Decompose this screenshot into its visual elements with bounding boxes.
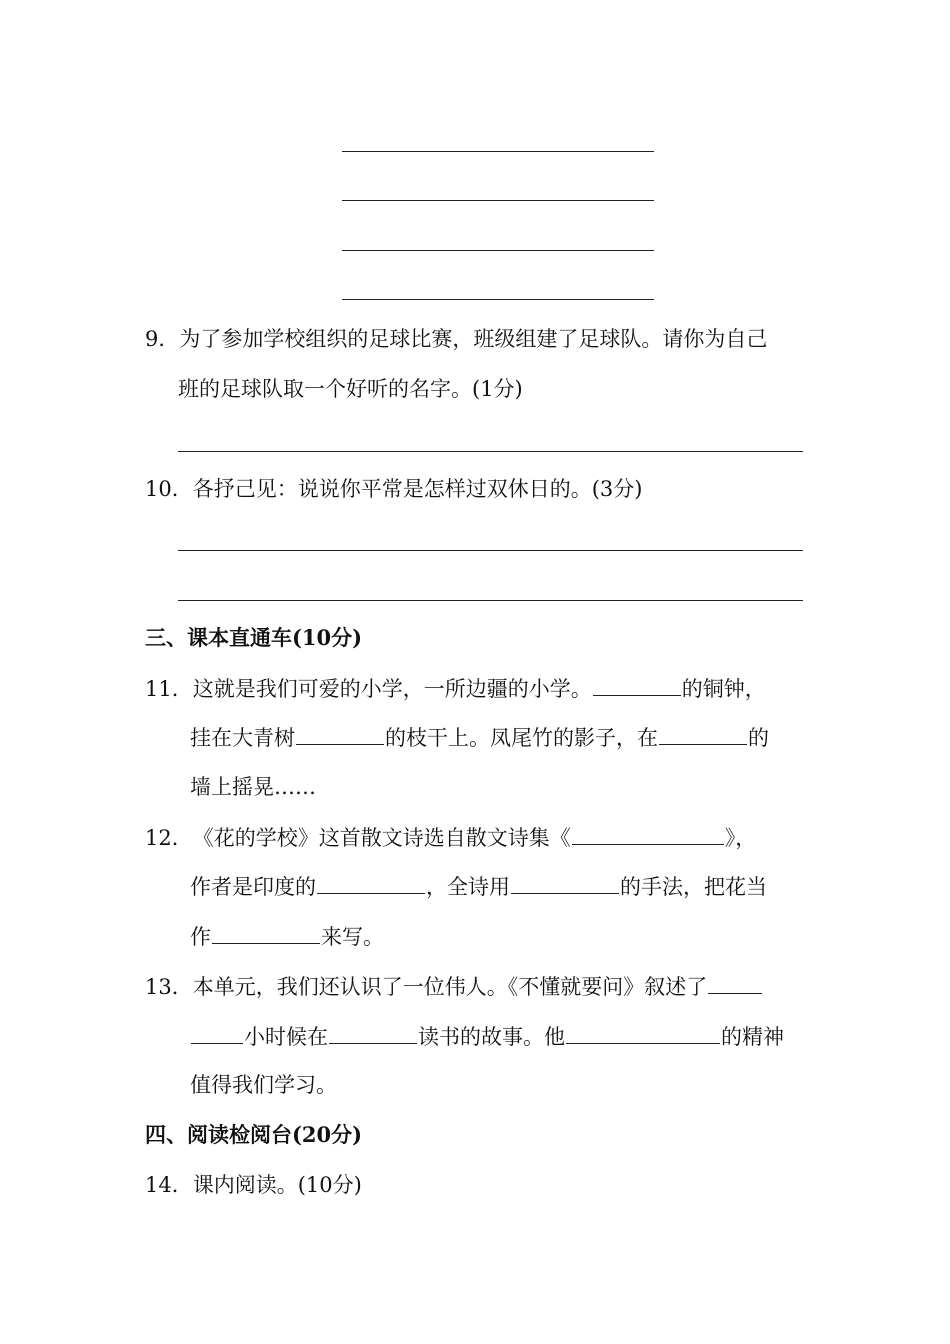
question-9-line-2 — [178, 374, 523, 404]
question-text: 挂在大青树 — [190, 726, 295, 750]
question-text: 来写。 — [321, 925, 384, 949]
question-text: 课内阅读。(10分) — [192, 1173, 362, 1197]
question-text: 作者是印度的 — [190, 875, 316, 899]
question-text: 值得我们学习。 — [190, 1073, 337, 1097]
fill-blank[interactable] — [708, 971, 762, 994]
question-10-line-1 — [145, 474, 642, 504]
question-text: 小时候在 — [244, 1025, 328, 1049]
question-text: 班的足球队取一个好听的名字。(1分) — [178, 377, 523, 401]
answer-line[interactable] — [178, 600, 803, 601]
fill-blank[interactable] — [593, 673, 681, 696]
question-12-line-2 — [190, 871, 767, 902]
fill-blank[interactable] — [212, 921, 320, 944]
question-text: 《花的学校》这首散文诗选自散文诗集《 — [192, 826, 571, 850]
question-14-line-1 — [145, 1170, 362, 1200]
question-9-line-1 — [145, 324, 767, 354]
answer-line[interactable] — [342, 250, 654, 251]
answer-line[interactable] — [342, 200, 654, 201]
question-13-line-1 — [145, 971, 763, 1002]
answer-line[interactable] — [178, 550, 803, 551]
fill-blank[interactable] — [566, 1021, 720, 1044]
section-heading: 四、阅读检阅台(20分) — [145, 1122, 363, 1147]
question-text: 的精神 — [721, 1025, 784, 1049]
answer-line[interactable] — [178, 451, 803, 452]
question-text: 的手法，把花当 — [620, 875, 767, 899]
fill-blank[interactable] — [659, 722, 747, 745]
fill-blank[interactable] — [296, 722, 384, 745]
question-text: 本单元，我们还认识了一位伟人。《不懂就要问》叙述了 — [192, 975, 708, 999]
question-number: 12． — [145, 826, 193, 850]
answer-line[interactable] — [342, 299, 654, 300]
question-number: 10． — [145, 477, 193, 501]
question-11-line-1 — [145, 673, 766, 704]
question-text: 》， — [724, 826, 757, 850]
answer-line[interactable] — [342, 151, 654, 152]
question-number: 11． — [145, 677, 193, 701]
fill-blank[interactable] — [317, 871, 425, 894]
question-text: 为了参加学校组织的足球比赛，班级组建了足球队。请你为自己 — [179, 327, 768, 351]
question-13-line-3 — [190, 1070, 337, 1100]
question-text: 这就是我们可爱的小学，一所边疆的小学。 — [192, 677, 592, 701]
question-text: 墙上摇晃…… — [190, 775, 316, 799]
question-text: 作 — [190, 925, 211, 949]
question-13-line-2 — [190, 1021, 784, 1052]
question-text: 各抒己见：说说你平常是怎样过双休日的。(3分) — [192, 477, 643, 501]
question-text: 读书的故事。他 — [418, 1025, 565, 1049]
section-heading: 三、课本直通车(10分) — [145, 625, 363, 650]
question-text: ，全诗用 — [426, 875, 510, 899]
question-number: 14． — [145, 1173, 193, 1197]
question-text: 的 — [748, 726, 769, 750]
question-text: 的铜钟， — [681, 677, 766, 701]
question-11-line-2 — [190, 722, 769, 753]
fill-blank[interactable] — [191, 1021, 243, 1044]
question-text: 的枝干上。凤尾竹的影子，在 — [385, 726, 658, 750]
fill-blank[interactable] — [511, 871, 619, 894]
fill-blank[interactable] — [329, 1021, 417, 1044]
fill-blank[interactable] — [572, 822, 724, 845]
question-number: 9． — [145, 327, 180, 351]
question-number: 13． — [145, 975, 193, 999]
question-11-line-3 — [190, 772, 316, 802]
question-12-line-3 — [190, 921, 384, 952]
question-12-line-1 — [145, 822, 756, 853]
